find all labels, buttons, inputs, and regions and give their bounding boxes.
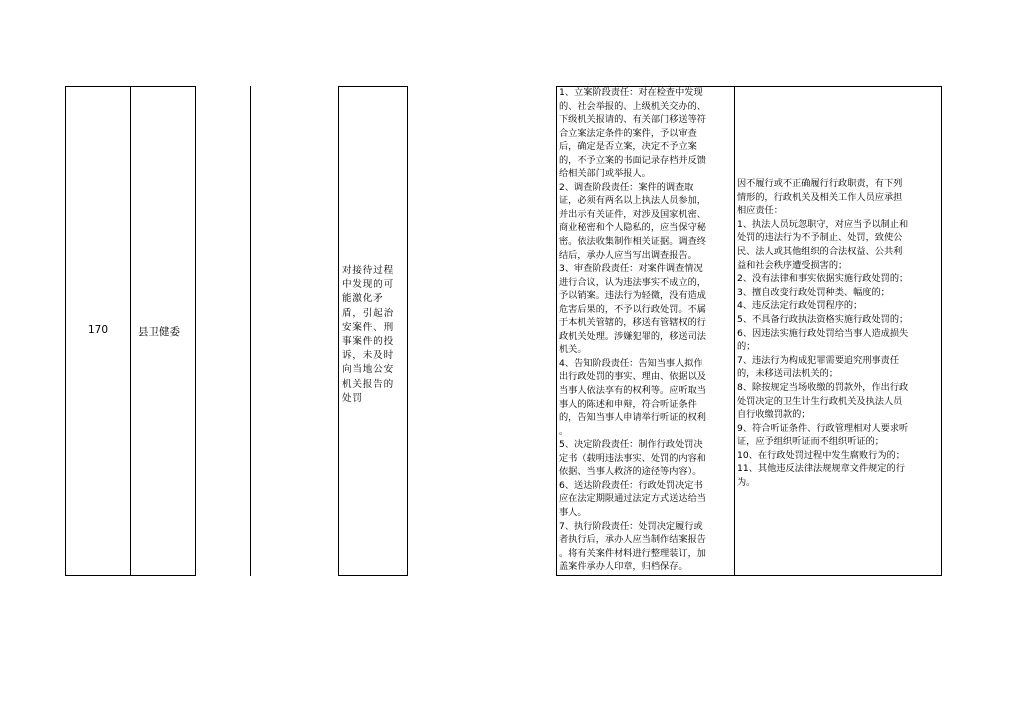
situation-line: 盾，引起治 (342, 307, 394, 319)
responsibility-line: 2、调查阶段责任：案件的调查取 (559, 181, 694, 193)
accountability-line: 的，未移送司法机关的； (737, 368, 839, 380)
responsibility-line: 盖案件承办人印章，归档保存。 (559, 561, 688, 573)
accountability-line: 为。 (737, 477, 756, 489)
col-divider (250, 86, 251, 576)
accountability-line: 自行收缴罚款的； (737, 409, 811, 421)
accountability-line: 11、其他违反法律法规规章文件规定的行 (737, 463, 905, 475)
accountability-line: 相应责任： (737, 205, 783, 217)
responsibility-line: 的、社会举报的、上级机关交办的、 (559, 100, 706, 112)
department-name: 县卫健委 (138, 326, 180, 338)
situation-line: 事案件的投 (342, 336, 394, 348)
responsibility-line: 4、告知阶段责任：告知当事人拟作 (559, 357, 703, 369)
responsibility-box-left (556, 86, 557, 576)
accountability-line: 8、除按规定当场收缴的罚款外，作出行政 (737, 381, 909, 393)
responsibility-line: 结后，承办人应当写出调查报告。 (559, 249, 697, 261)
responsibility-line: 7、执行阶段责任：处罚决定履行或 (559, 520, 703, 532)
responsibility-line: 政机关处理。涉嫌犯罪的，移送司法 (559, 330, 706, 342)
col-divider (734, 86, 735, 576)
responsibility-line: 1、立案阶段责任：对在检查中发现 (559, 87, 703, 98)
accountability-box-right (941, 86, 942, 576)
responsibility-line: 于本机关管辖的，移送有管辖权的行 (559, 317, 706, 329)
accountability-line: 2、没有法律和事实依据实施行政处罚的； (737, 273, 909, 285)
situation-line: 能激化矛 (342, 293, 384, 305)
row-number: 170 (88, 324, 109, 336)
accountability-line: 9、符合听证条件、行政管理相对人要求听 (737, 422, 909, 434)
accountability-line: 的； (737, 341, 756, 353)
responsibility-text (559, 86, 733, 574)
responsibility-line: 定书（载明违法事实、处罚的内容和 (559, 452, 706, 464)
col-divider (65, 86, 66, 576)
col-divider (130, 86, 131, 576)
responsibility-line: 机关。 (559, 344, 587, 356)
responsibility-line: 并出示有关证件，对涉及国家机密、 (559, 208, 706, 220)
row-bottom-border (556, 575, 942, 576)
situation-box-top (338, 86, 408, 87)
accountability-box-top (734, 86, 942, 87)
situation-box-bottom (338, 575, 408, 576)
responsibility-line: 事人的陈述和申辩，符合听证条件 (559, 398, 697, 410)
situation-line: 安案件、刑 (342, 321, 394, 333)
row-top-border (65, 86, 130, 87)
accountability-line: 3、擅自改变行政处罚种类、幅度的； (737, 286, 890, 298)
accountability-line: 益和社会秩序遭受损害的； (737, 259, 848, 271)
accountability-text (737, 177, 941, 490)
responsibility-line: 3、审查阶段责任：对案件调查情况 (559, 263, 703, 275)
responsibility-line: 出行政处罚的事实、理由、依据以及 (559, 371, 706, 383)
responsibility-line: 事人。 (559, 506, 587, 518)
accountability-line: 7、违法行为构成犯罪需要追究刑事责任 (737, 354, 900, 366)
situation-text (342, 264, 406, 406)
responsibility-line: 证，必须有两名以上执法人员参加， (559, 195, 706, 207)
responsibility-line: 5、决定阶段责任：制作行政处罚决 (559, 439, 703, 451)
situation-line: 处罚 (342, 392, 363, 404)
accountability-line: 10、在行政处罚过程中发生腐败行为的； (737, 449, 905, 461)
responsibility-line: 依据、当事人救济的途径等内容）。 (559, 466, 702, 478)
accountability-line: 1、执法人员玩忽职守，对应当予以制止和 (737, 218, 909, 230)
accountability-line: 处罚的违法行为不予制止、处罚，致使公 (737, 232, 903, 244)
situation-line: 中发现的可 (342, 279, 394, 291)
situation-box-right (407, 86, 408, 576)
row-top-border (130, 86, 195, 87)
accountability-line: 处罚决定的卫生计生行政机关及执法人员 (737, 395, 903, 407)
responsibility-line: 应在法定期限通过法定方式送达给当 (559, 493, 706, 505)
responsibility-line: 商业秘密和个人隐私的，应当保守秘 (559, 222, 706, 234)
responsibility-line: 当事人依法享有的权利等。应听取当 (559, 385, 706, 397)
responsibility-line: 者执行后，承办人应当制作结案报告 (559, 534, 706, 546)
responsibility-line: 6、送达阶段责任：行政处罚决定书 (559, 479, 703, 491)
responsibility-line: 危害后果的，不予以行政处罚。不属 (559, 303, 706, 315)
accountability-line: 6、因违法实施行政处罚给当事人造成损失 (737, 327, 909, 339)
accountability-line: 证，应予组织听证而不组织听证的； (737, 436, 884, 448)
situation-line: 机关报告的 (342, 378, 394, 390)
responsibility-line: 予以销案。违法行为轻微，没有造成 (559, 290, 706, 302)
col-divider (195, 86, 196, 576)
accountability-line: 情形的，行政机关及相关工作人员应承担 (737, 191, 903, 203)
responsibility-line: 密。依法收集制作相关证据。调查终 (559, 236, 706, 248)
situation-line: 对接待过程 (342, 265, 394, 276)
situation-line: 向当地公安 (342, 364, 394, 376)
responsibility-line: 下级机关报请的、有关部门移送等符 (559, 114, 706, 126)
accountability-line: 4、违反法定行政处罚程序的； (737, 300, 863, 312)
responsibility-line: 的，不予立案的书面记录存档并反馈 (559, 154, 706, 166)
accountability-line: 5、不具备行政执法资格实施行政处罚的； (737, 313, 909, 325)
responsibility-line: 的，告知当事人申请举行听证的权利 (559, 412, 706, 424)
accountability-line: 民、法人或其他组织的合法权益、公共利 (737, 245, 903, 257)
accountability-line: 因不履行或不正确履行行政职责，有下列 (737, 178, 903, 189)
responsibility-line: 。将有关案件材料进行整理装订，加 (559, 547, 706, 559)
responsibility-line: 给相关部门或举报人。 (559, 168, 651, 180)
responsibility-line: 合立案法定条件的案件，予以审查 (559, 127, 697, 139)
col-divider (338, 86, 339, 576)
responsibility-line: 。 (559, 425, 569, 437)
responsibility-line: 进行合议，认为违法事实不成立的， (559, 276, 706, 288)
situation-line: 诉，未及时 (342, 350, 394, 362)
responsibility-line: 后，确定是否立案，决定不予立案 (559, 141, 697, 153)
